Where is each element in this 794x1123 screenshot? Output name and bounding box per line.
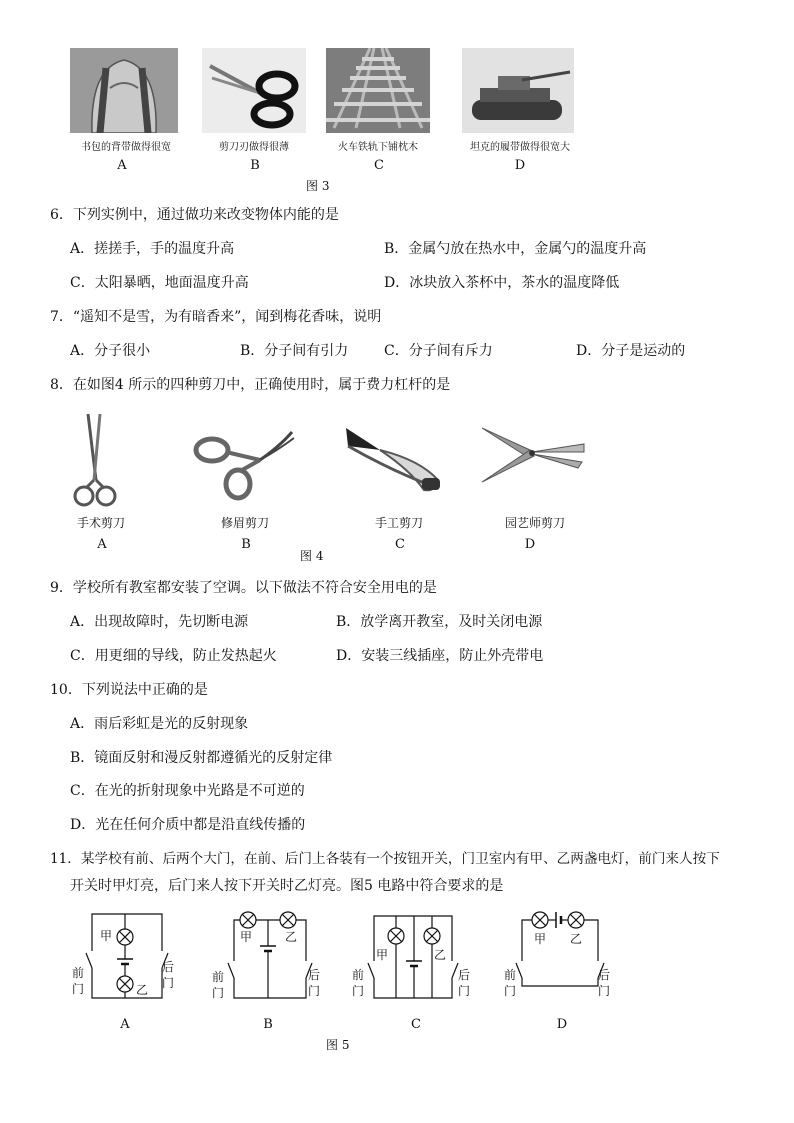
- q6-option-d: D．冰块放入茶杯中，茶水的温度降低: [384, 275, 620, 291]
- circuit-a-front-1: 前: [72, 966, 85, 980]
- circuit-d-yi: 乙: [570, 932, 583, 946]
- circuit-b-front-2: 门: [212, 986, 225, 1000]
- fig3-letter-b: B: [250, 158, 260, 173]
- q6-option-c: C．太阳暴晒，地面温度升高: [70, 275, 249, 291]
- circuit-c-diagram: [356, 906, 466, 1006]
- q6-option-a: A．搓搓手，手的温度升高: [70, 241, 235, 257]
- q9-option-b: B．放学离开教室，及时关闭电源: [336, 614, 543, 630]
- q9-stem: 9．学校所有教室都安装了空调。以下做法不符合安全用电的是: [50, 580, 437, 596]
- scissors-photo: [202, 48, 306, 133]
- q7-option-c: C．分子间有斥力: [384, 343, 493, 359]
- circuit-a-diagram: [72, 906, 182, 1006]
- fig5-label: 图 5: [326, 1038, 350, 1052]
- q10-option-c: C．在光的折射现象中光路是不可逆的: [70, 783, 305, 799]
- circuit-a-yi: 乙: [136, 983, 149, 997]
- fig3-label: 图 3: [306, 179, 330, 193]
- fig5-letter-c: C: [411, 1017, 421, 1032]
- fig3-caption-d: 坦克的履带做得很宽大: [470, 142, 570, 153]
- circuit-a-front-2: 门: [72, 982, 85, 996]
- fig4-letter-a: A: [97, 537, 107, 552]
- circuit-b-back-2: 门: [308, 984, 321, 998]
- craft-scissors-icon: [340, 420, 450, 500]
- q9-option-c: C．用更细的导线，防止发热起火: [70, 648, 277, 664]
- fig3-letter-a: A: [117, 158, 127, 173]
- fig4-letter-d: D: [524, 537, 536, 552]
- circuit-c-yi: 乙: [434, 948, 447, 962]
- q11-stem-line2: 开关时甲灯亮，后门来人按下开关时乙灯亮。图5 电路中符合要求的是: [70, 878, 504, 894]
- circuit-c-front-1: 前: [352, 968, 365, 982]
- q8-stem: 8．在如图4 所示的四种剪刀中，正确使用时，属于费力杠杆的是: [50, 377, 451, 393]
- tool-label-garden: 园艺师剪刀: [504, 516, 565, 530]
- q10-option-a: A．雨后彩虹是光的反射现象: [70, 716, 249, 732]
- q7-option-b: B．分子间有引力: [240, 343, 349, 359]
- railway-photo: [326, 48, 430, 133]
- tank-photo: [462, 48, 574, 133]
- q10-option-d: D．光在任何介质中都是沿直线传播的: [70, 817, 306, 833]
- fig5-letter-d: D: [556, 1017, 568, 1032]
- eyebrow-scissors-icon: [190, 424, 300, 504]
- q7-option-a: A．分子很小: [70, 343, 151, 359]
- q7-option-d: D．分子是运动的: [576, 343, 686, 359]
- fig3-letter-d: D: [514, 158, 526, 173]
- circuit-b-front-1: 前: [212, 970, 225, 984]
- fig5-letter-b: B: [263, 1017, 273, 1032]
- circuit-a-jia: 甲: [100, 929, 113, 943]
- tool-label-craft: 手工剪刀: [374, 516, 423, 530]
- surgical-scissors-icon: [66, 410, 126, 510]
- circuit-c-jia: 甲: [376, 948, 389, 962]
- q6-stem: 6．下列实例中，通过做功来改变物体内能的是: [50, 207, 339, 223]
- circuit-b-back-1: 后: [308, 968, 321, 982]
- fig4-letter-b: B: [241, 537, 251, 552]
- fig3-letter-c: C: [374, 158, 384, 173]
- circuit-c-front-2: 门: [352, 984, 365, 998]
- tool-label-surgical: 手术剪刀: [76, 516, 125, 530]
- circuit-d-back-1: 后: [598, 968, 611, 982]
- circuit-c-back-2: 门: [458, 984, 471, 998]
- q9-option-d: D．安装三线插座，防止外壳带电: [336, 648, 544, 664]
- circuit-b-jia: 甲: [240, 930, 253, 944]
- circuit-b-yi: 乙: [285, 930, 298, 944]
- circuit-d-front-2: 门: [504, 984, 517, 998]
- garden-shears-icon: [478, 420, 588, 490]
- q11-stem-line1: 11．某学校有前、后两个大门，在前、后门上各装有一个按钮开关，门卫室内有甲、乙两盏电灯，前门来人按下: [50, 851, 720, 867]
- backpack-photo: [70, 48, 178, 133]
- fig5-letter-a: A: [120, 1017, 130, 1032]
- fig3-caption-b: 剪刀刃做得很薄: [219, 142, 289, 153]
- tool-label-eyebrow: 修眉剪刀: [220, 516, 269, 530]
- circuit-a-back-2: 门: [162, 976, 175, 990]
- q7-stem: 7．“遥知不是雪，为有暗香来”，闻到梅花香味，说明: [50, 309, 382, 325]
- q10-stem: 10．下列说法中正确的是: [50, 682, 208, 698]
- q9-option-a: A．出现故障时，先切断电源: [70, 614, 249, 630]
- fig3-caption-c: 火车铁轨下铺枕木: [338, 142, 418, 153]
- circuit-d-front-1: 前: [504, 968, 517, 982]
- fig4-label: 图 4: [300, 549, 324, 563]
- q6-option-b: B．金属勺放在热水中，金属勺的温度升高: [384, 241, 647, 257]
- fig4-letter-c: C: [395, 537, 405, 552]
- q10-option-b: B．镜面反射和漫反射都遵循光的反射定律: [70, 750, 333, 766]
- circuit-c-back-1: 后: [458, 968, 471, 982]
- circuit-a-back-1: 后: [162, 960, 175, 974]
- circuit-d-jia: 甲: [534, 932, 547, 946]
- circuit-d-back-2: 门: [598, 984, 611, 998]
- fig3-caption-a: 书包的背带做得很宽: [81, 142, 171, 153]
